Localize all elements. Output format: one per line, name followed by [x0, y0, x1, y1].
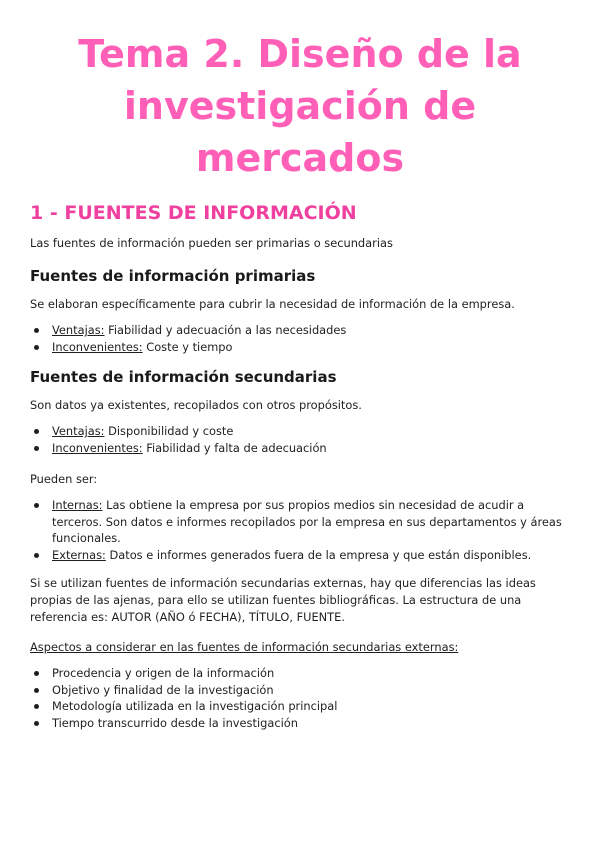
list-item — [30, 698, 570, 715]
bullet-icon — [34, 446, 39, 451]
section-intro: Las fuentes de información pueden ser primarias o secundarias — [30, 236, 393, 250]
title-line-1: Tema 2. Diseño de la — [78, 32, 522, 76]
secundarias-text: Son datos ya existentes, recopilados con otros propósitos. — [30, 398, 362, 412]
bullet-icon — [34, 345, 39, 350]
title-line-3: mercados — [195, 136, 405, 180]
list-item — [30, 497, 570, 547]
primarias-list — [30, 322, 570, 355]
list-item-text: Datos e informes generados fuera de la empresa y que están disponibles. — [105, 547, 532, 562]
bullet-icon — [34, 553, 39, 558]
list-item-text: Coste y tiempo — [142, 339, 233, 354]
list-item-label: Ventajas: — [52, 323, 105, 337]
list-item — [30, 547, 570, 564]
list-item-text: Las obtiene la empresa por sus propios medios sin necesidad de acudir a terceros. Son datos e informes recopilados por la empresa en sus departamentos y áreas funcionales. — [52, 498, 562, 545]
list-item-text: Fiabilidad y adecuación a las necesidades — [104, 323, 347, 337]
pueden-ser-text: Pueden ser: — [30, 472, 98, 486]
tipos-list — [30, 497, 570, 563]
bullet-icon — [34, 429, 39, 434]
list-item — [30, 440, 570, 457]
primarias-text: Se elaboran específicamente para cubrir la necesidad de información de la empresa. — [30, 297, 515, 311]
list-item-text: Tiempo transcurrido desde la investigación — [52, 715, 298, 730]
list-item-text: Disponibilidad y coste — [104, 424, 234, 438]
parrafo-externas: Si se utilizan fuentes de información secundarias externas, hay que diferencias las ideas propias de las ajenas, para ello se utilizan fuentes bibliográficas. La estructura de una referencia es: AUTOR (AÑO ó FECHA), TÍTULO, FUENTE. — [30, 576, 536, 624]
document-title — [30, 0, 570, 184]
bullet-icon — [34, 704, 39, 709]
list-item — [30, 682, 570, 699]
bullet-icon — [34, 688, 39, 693]
bullet-icon — [34, 721, 39, 726]
heading-secundarias: Fuentes de información secundarias — [30, 368, 337, 386]
aspectos-list — [30, 665, 570, 731]
list-item-text: Objetivo y finalidad de la investigación — [52, 682, 274, 697]
title-line-2: investigación de — [123, 84, 477, 128]
bullet-icon — [34, 671, 39, 676]
aspectos-heading: Aspectos a considerar en las fuentes de información secundarias externas: — [30, 640, 459, 654]
list-item-label: Inconvenientes: — [52, 440, 143, 455]
secundarias-list — [30, 423, 570, 456]
list-item — [30, 339, 570, 356]
list-item — [30, 665, 570, 682]
bullet-icon — [34, 503, 39, 508]
list-item — [30, 322, 570, 339]
heading-primarias: Fuentes de información primarias — [30, 267, 316, 285]
list-item-text: Metodología utilizada en la investigación principal — [52, 699, 338, 713]
list-item-label: Externas: — [52, 547, 106, 562]
list-item-text: Procedencia y origen de la información — [52, 666, 275, 680]
bullet-icon — [34, 328, 39, 333]
list-item-text: Fiabilidad y falta de adecuación — [142, 440, 327, 455]
list-item-label: Internas: — [52, 498, 103, 512]
list-item — [30, 423, 570, 440]
list-item — [30, 715, 570, 732]
list-item-label: Ventajas: — [52, 424, 105, 438]
section-heading-fuentes: 1 - FUENTES DE INFORMACIÓN — [30, 202, 357, 224]
list-item-label: Inconvenientes: — [52, 339, 143, 354]
